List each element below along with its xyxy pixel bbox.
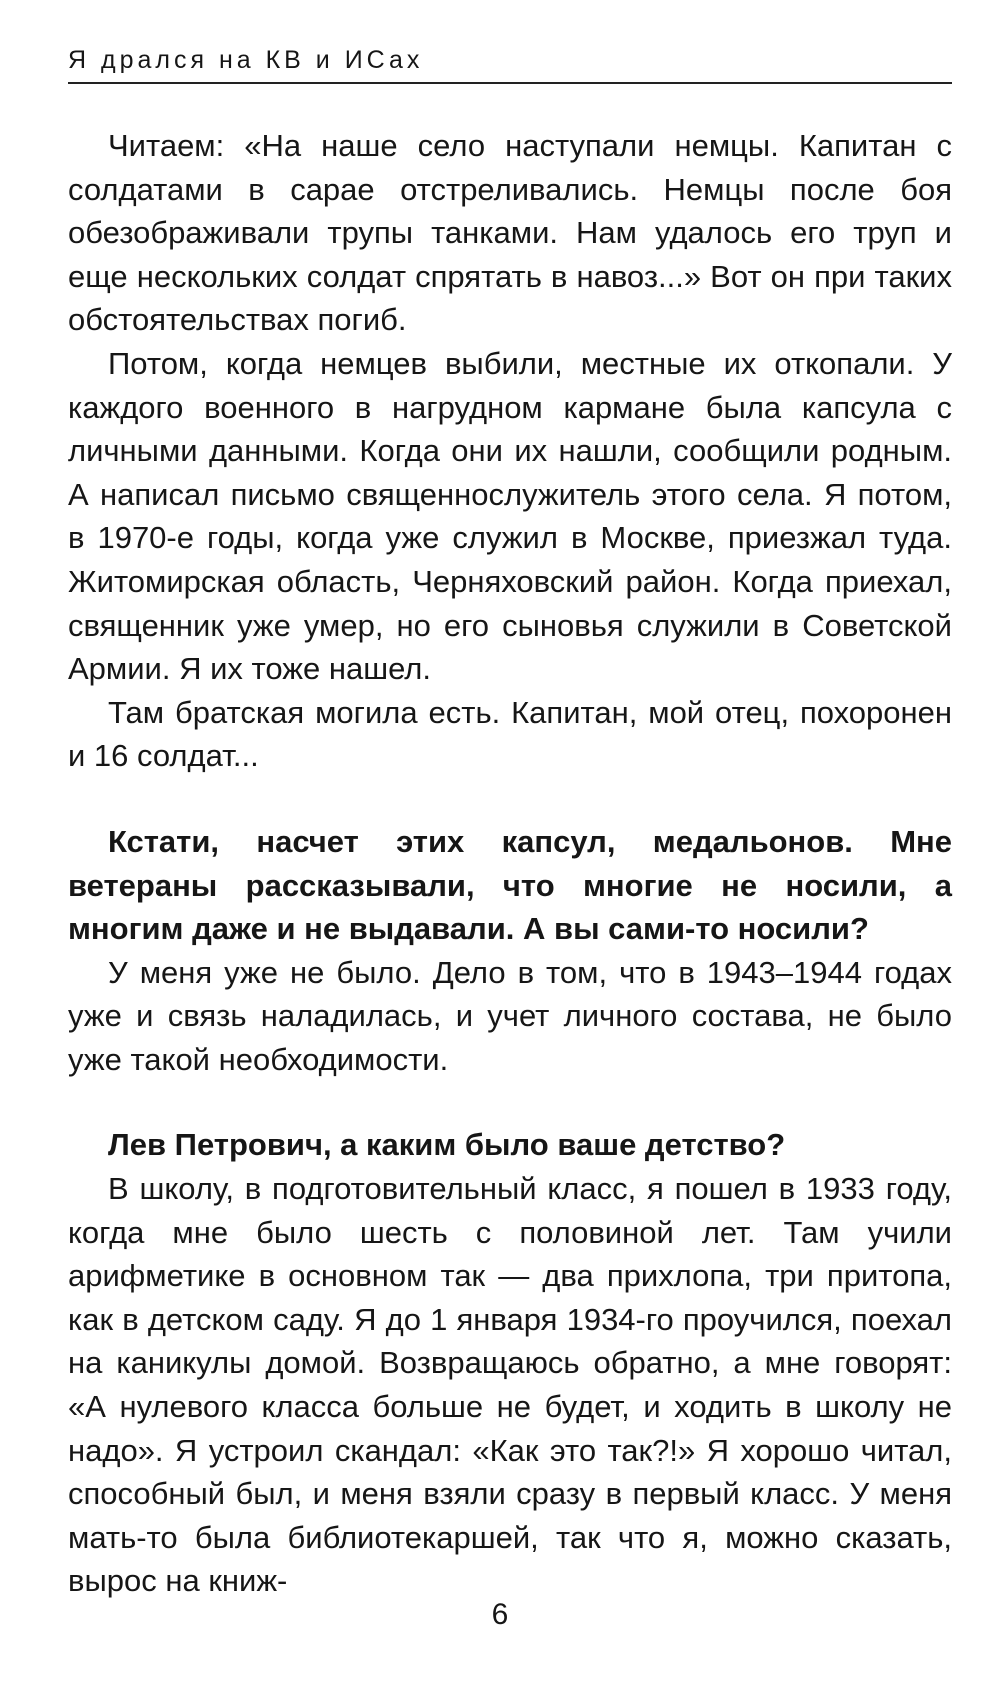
running-header: Я дрался на КВ и ИСах (68, 46, 424, 74)
paragraph: У меня уже не было. Дело в том, что в 1943–1944 годах уже и связь наладилась, и учет личного состава, не было уже такой необходимости. (68, 954, 952, 1077)
body-text (68, 124, 952, 1603)
header-rule (68, 82, 952, 84)
paragraph: Потом, когда немцев выбили, местные их откопали. У каждого военного в нагрудном кармане была капсула с личными данными. Когда они их нашли, сообщили родным. А написал письмо священнослужитель этого села. Я потом, в 1970-е годы, когда уже служил в Москве, приезжал туда. Житомирская область, Черняховский район. Когда приехал, священник уже умер, но его сыновья служили в Советской Армии. Я их тоже нашел. (68, 345, 952, 687)
interview-question: Лев Петрович, а каким было ваше детство? (108, 1127, 786, 1163)
paragraph: Там братская могила есть. Капитан, мой отец, похоронен и 16 солдат... (68, 694, 952, 774)
paragraph: В школу, в подготовительный класс, я пошел в 1933 году, когда мне было шесть с половиной лет. Там учили арифметике в основном так — два прихлопа, три притопа, как в детском саду. Я до 1 января 1934-го проучился, поехал на каникулы домой. Возвращаюсь обратно, а мне говорят: «А нулевого класса больше не будет, и ходить в школу не надо». Я устроил скандал: «Как это так?!» Я хорошо читал, способный был, и меня взяли сразу в первый класс. У меня мать-то была библиотекаршей, так что я, можно сказать, вырос на книж- (68, 1171, 952, 1599)
paragraph: Читаем: «На наше село наступали немцы. Капитан с солдатами в сарае отстреливались. Немцы после боя обезображивали трупы танками. Нам удалось его труп и еще нескольких солдат спрятать в навоз...» Вот он при таких обстоятельствах погиб. (68, 128, 952, 338)
interview-question: Кстати, насчет этих капсул, медальонов. Мне ветераны рассказывали, что многие не носили, а многим даже и не выдавали. А вы сами-то носили? (68, 823, 952, 947)
page-number: 6 (491, 1598, 509, 1631)
